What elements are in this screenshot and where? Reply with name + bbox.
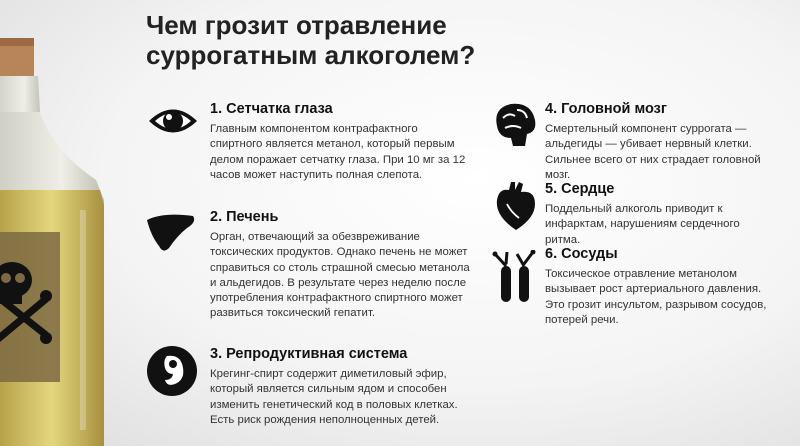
item-text: Крегинг-спирт содержит диметиловый эфир, который является сильным ядом и способен изменить генетический код в половых клетках. Есть риск рождения неполноценных детей. — [210, 368, 458, 426]
embryo-icon — [145, 344, 199, 398]
item-heading: 1. Сетчатка глаза — [210, 101, 333, 117]
item-text: Смертельный компонент суррогата — альдегиды — убивает нервный клетки. Сильнее всего от них страдает головной мозг. — [545, 123, 761, 181]
item-text: Токсическое отравление метанолом вызывает рост артериального давления. Это грозит инсультом, разрывом сосудов, потерей речи. — [545, 268, 767, 326]
item-heading: 3. Репродуктивная система — [210, 346, 408, 362]
item-text: Поддельный алкоголь приводит к инфарктам, нарушениям сердечного ритма. — [545, 203, 740, 246]
vessels-icon — [487, 250, 541, 304]
item-vessels — [545, 245, 770, 328]
brain-icon — [487, 96, 541, 150]
item-heading: 4. Головной мозг — [545, 101, 667, 117]
item-brain — [545, 100, 770, 183]
heart-icon — [489, 180, 543, 234]
item-text: Орган, отвечающий за обезвреживание токсических продуктов. Однако печень не может справиться со столь страшной смесью метанола и альдегидов. В результате через неделю после употребления контрафактного спиртного может развиться токсический гепатит. — [210, 231, 470, 320]
item-reproductive — [210, 345, 470, 428]
item-retina — [210, 100, 470, 183]
item-heading: 6. Сосуды — [545, 246, 618, 262]
item-heading: 5. Сердце — [545, 181, 615, 197]
item-liver — [210, 208, 470, 322]
item-heart — [545, 180, 770, 248]
eye-icon — [146, 94, 200, 148]
liver-icon — [143, 206, 197, 260]
poison-bottle-image — [0, 0, 150, 446]
page-title: Чем грозит отравление суррогатным алкоголем? — [146, 10, 476, 70]
item-heading: 2. Печень — [210, 209, 279, 225]
item-text: Главным компонентом контрафактного спиртного является метанол, который первым делом поражает сетчатку глаза. При 10 мг за 12 часов может наступить полная слепота. — [210, 123, 466, 181]
